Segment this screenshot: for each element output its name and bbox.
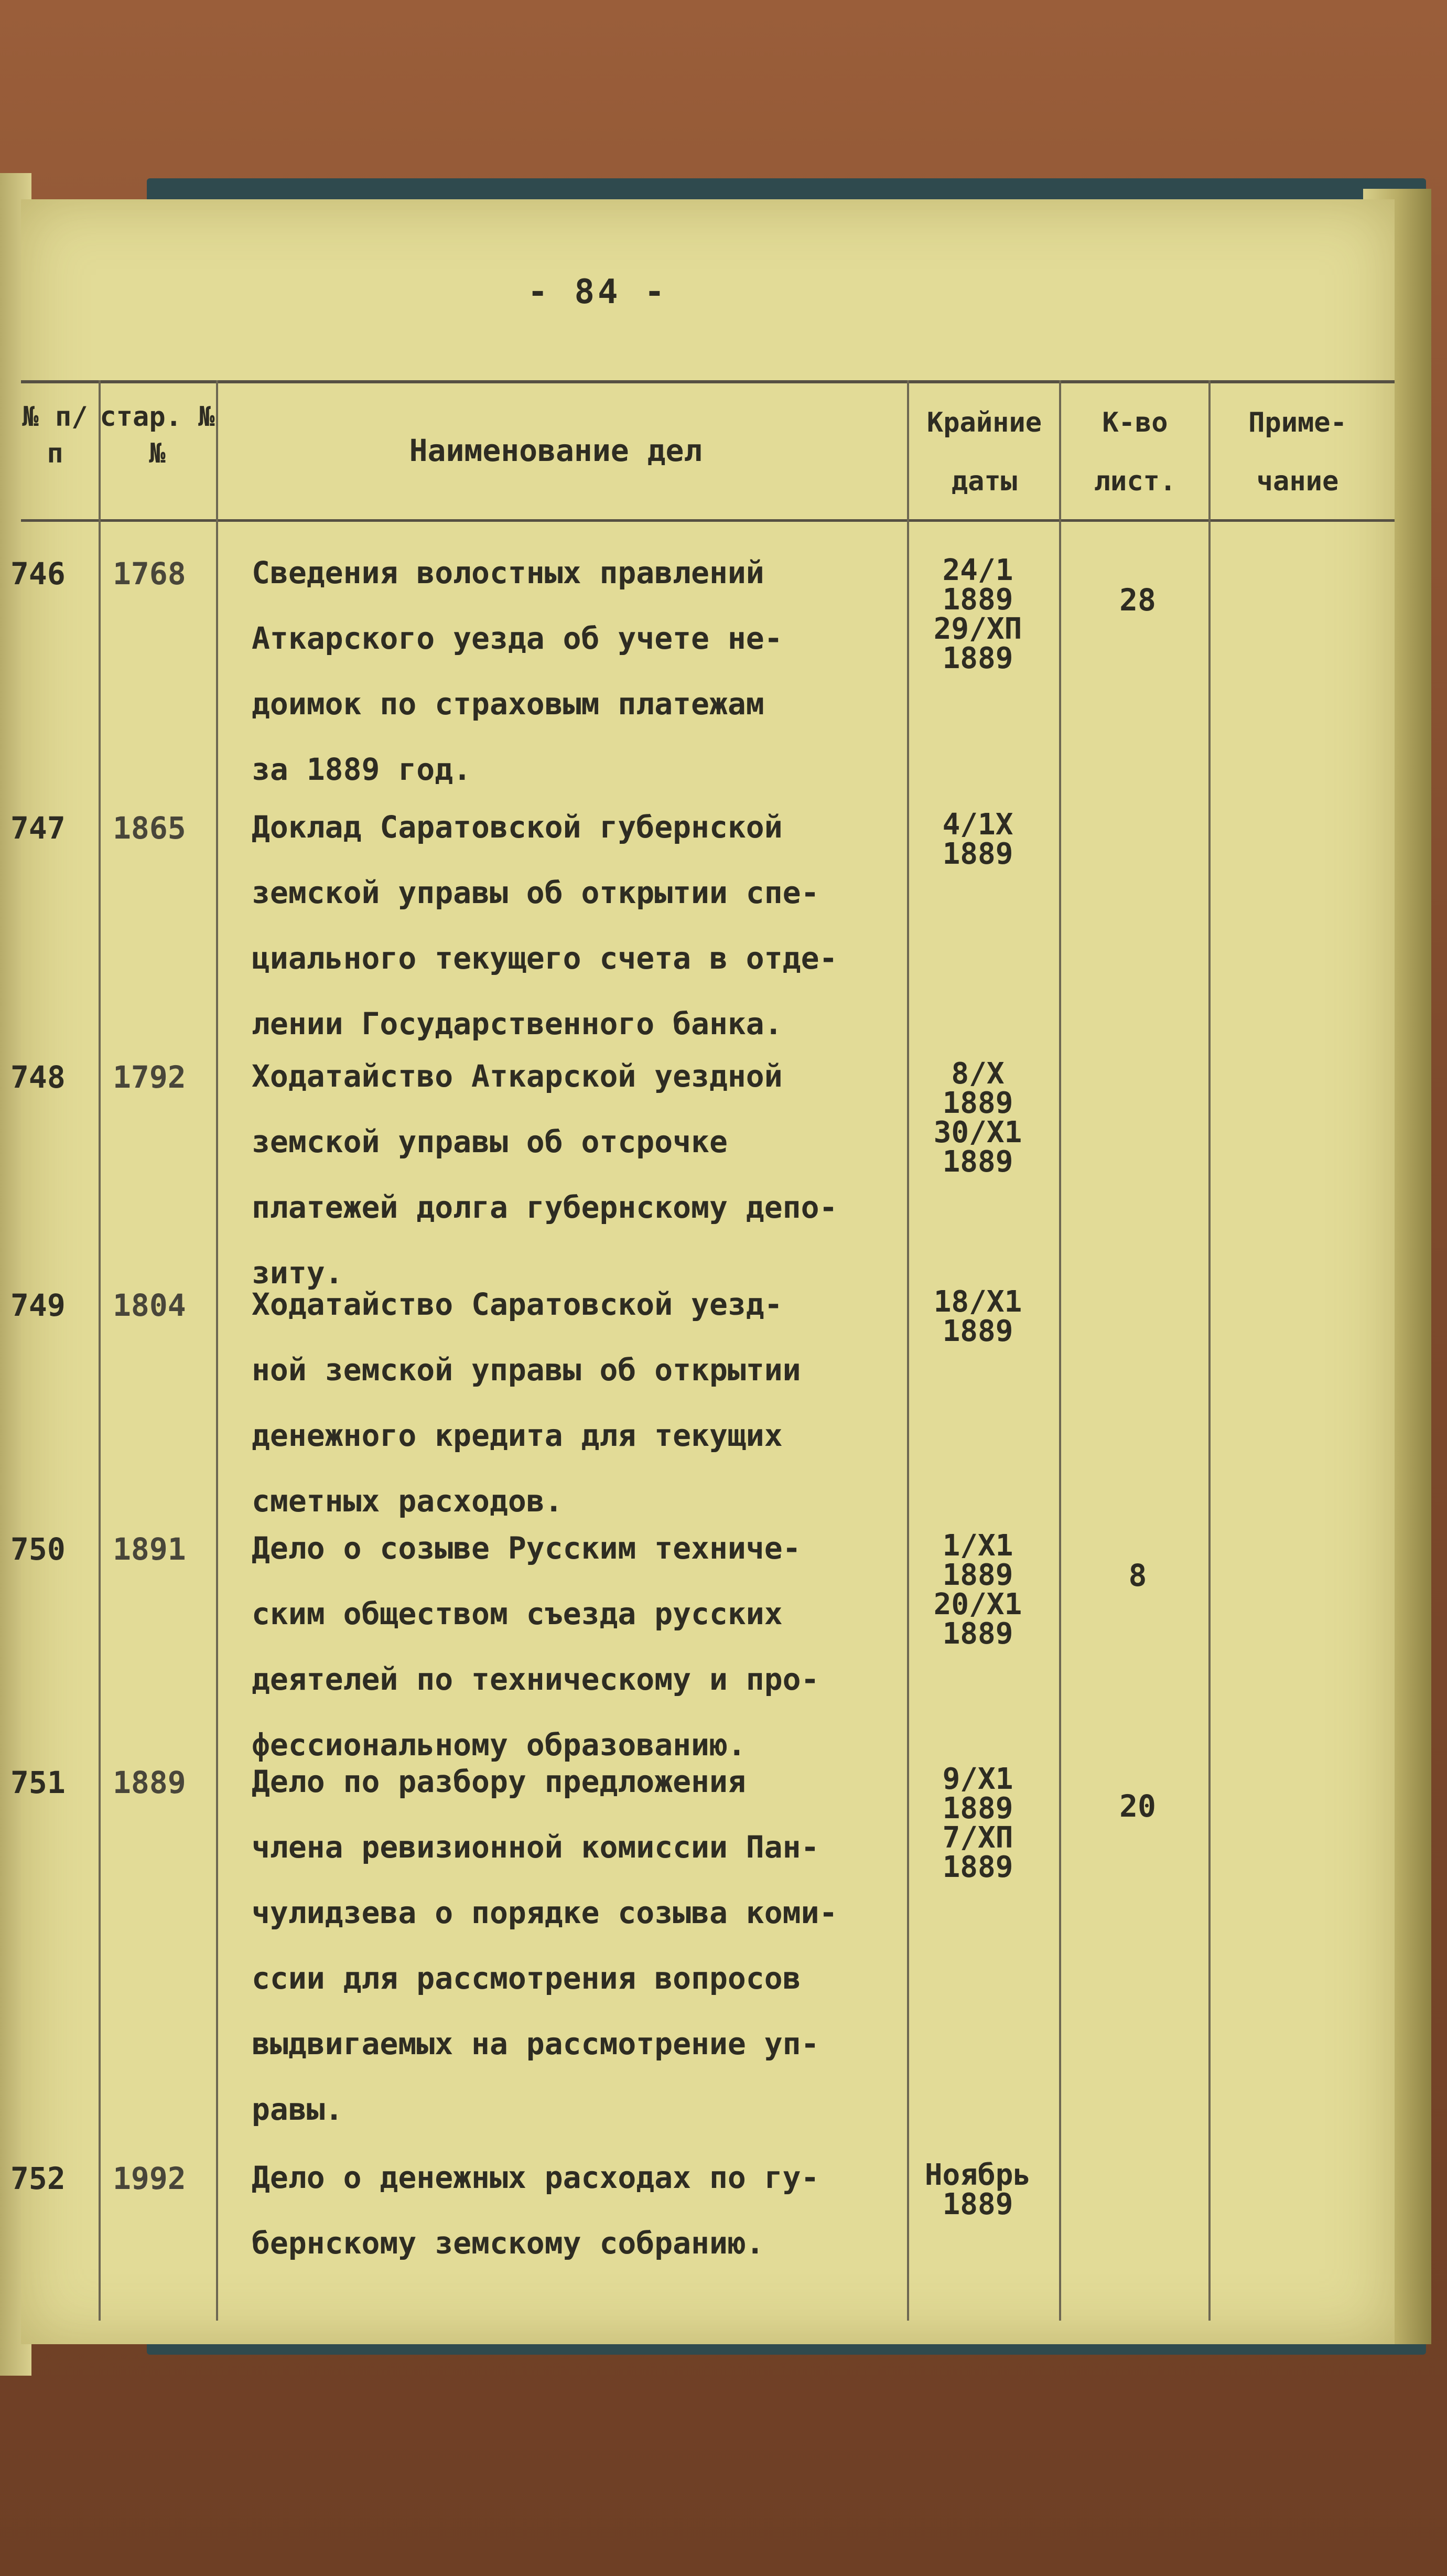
row-750-old-num: 1891 — [113, 1531, 186, 1567]
header-sheets: К-во лист. — [1094, 407, 1176, 497]
row-752-title: Дело о денежных расходах по гу- бернскому земскому собранию. — [252, 2160, 819, 2261]
row-747-num: 747 — [10, 810, 66, 846]
column-divider-dates — [1059, 380, 1061, 2321]
row-749-old-num: 1804 — [113, 1287, 186, 1323]
row-751-sheets: 20 — [1119, 1788, 1156, 1824]
row-750-dates: 1/Х1 1889 20/Х1 1889 — [933, 1529, 1022, 1651]
row-752-dates: Ноябрь 1889 — [924, 2158, 1031, 2221]
row-746-sheets: 28 — [1119, 582, 1156, 618]
column-divider-old — [216, 380, 218, 2321]
row-746-old-num: 1768 — [113, 556, 186, 592]
row-750-title: Дело о созыве Русским техниче- ским обществом съезда русских деятелей по техническому и про- фессиональному образованию. — [252, 1530, 819, 1763]
header-dates: Крайние даты — [926, 407, 1042, 497]
row-746-num: 746 — [10, 556, 66, 592]
header-num: № п/п — [22, 401, 88, 469]
row-747-title: Доклад Саратовской губернской земской управы об открытии спе- циального текущего счета в отде- лении Государственного банка. — [252, 809, 838, 1042]
column-divider-sheets — [1208, 380, 1211, 2321]
row-752-num: 752 — [10, 2161, 66, 2196]
page-number: - 84 - — [527, 273, 668, 312]
row-750-num: 750 — [10, 1531, 66, 1567]
row-747-dates: 4/1Х 1889 — [942, 808, 1013, 871]
document-page — [10, 199, 1395, 2344]
row-749-title: Ходатайство Саратовской уезд- ной земской управы об открытии денежного кредита для текущих сметных расходов. — [252, 1286, 801, 1519]
header-old-num: стар. № № — [100, 401, 215, 469]
row-751-dates: 9/Х1 1889 7/ХП 1889 — [942, 1762, 1013, 1884]
row-748-num: 748 — [10, 1059, 66, 1095]
column-divider-num — [99, 380, 101, 2321]
row-751-old-num: 1889 — [113, 1765, 186, 1800]
row-752-old-num: 1992 — [113, 2161, 186, 2196]
row-751-num: 751 — [10, 1765, 66, 1800]
row-751-title: Дело по разбору предложения члена ревизионной комиссии Пан- чулидзева о порядке созыва коми- ссии для рассмотрения вопросов выдвигаемых на рассмотрение уп- равы. — [252, 1764, 838, 2127]
row-748-old-num: 1792 — [113, 1059, 186, 1095]
row-747-old-num: 1865 — [113, 810, 186, 846]
row-748-dates: 8/Х 1889 30/Х1 1889 — [933, 1057, 1022, 1179]
header-title: Наименование дел — [409, 433, 703, 468]
row-749-num: 749 — [10, 1287, 66, 1323]
table-top-rule — [21, 380, 1395, 383]
row-749-dates: 18/Х1 1889 — [933, 1285, 1022, 1348]
row-750-sheets: 8 — [1128, 1558, 1147, 1593]
row-746-dates: 24/1 1889 29/XП 1889 — [933, 553, 1022, 675]
row-748-title: Ходатайство Аткарской уездной земской управы об отсрочке платежей долга губернскому депо- зиту. — [252, 1058, 838, 1291]
row-746-title: Сведения волостных правлений Аткарского уезда об учете не- доимок по страховым платежам за 1889 год. — [252, 555, 783, 787]
header-note: Приме- чание — [1248, 407, 1347, 497]
header-bottom-rule — [21, 519, 1395, 522]
